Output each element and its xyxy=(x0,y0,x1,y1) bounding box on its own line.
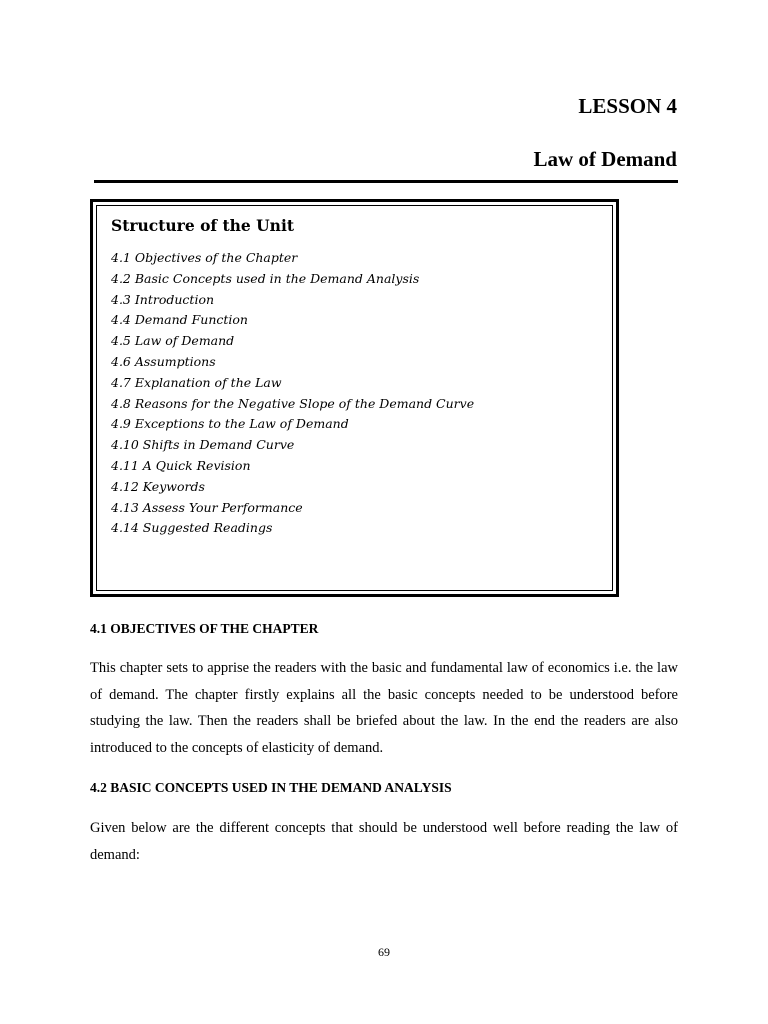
structure-item: 4.11 A Quick Revision xyxy=(111,457,251,473)
section-paragraph-basic-concepts: Given below are the different concepts that should be understood well before reading the law of demand: xyxy=(90,820,678,863)
lesson-title: Law of Demand xyxy=(533,147,677,171)
structure-item: 4.3 Introduction xyxy=(111,291,215,307)
structure-item: 4.1 Objectives of the Chapter xyxy=(111,250,298,265)
section-heading-basic-concepts: 4.2 BASIC CONCEPTS USED IN THE DEMAND ANALYSIS xyxy=(90,780,452,795)
lesson-number: LESSON 4 xyxy=(578,94,677,118)
structure-item: 4.4 Demand Function xyxy=(111,312,248,328)
section-paragraph-objectives: This chapter sets to apprise the readers with the basic and fundamental law of economics i.e. the law of demand. The chapter firstly explains all the basic concepts needed to be understood before studying the law. Then the readers shall be briefed about the law. In the end the readers are also introduced to the concepts of elasticity of demand. xyxy=(90,660,678,756)
title-divider xyxy=(94,180,678,183)
structure-item: 4.7 Explanation of the Law xyxy=(111,374,282,390)
structure-box xyxy=(90,199,619,597)
structure-item: 4.9 Exceptions to the Law of Demand xyxy=(111,416,349,432)
structure-item: 4.12 Keywords xyxy=(111,478,205,494)
structure-heading: Structure of the Unit xyxy=(111,216,295,235)
structure-item: 4.2 Basic Concepts used in the Demand Analysis xyxy=(111,270,420,286)
structure-item: 4.6 Assumptions xyxy=(111,353,216,369)
structure-item: 4.14 Suggested Readings xyxy=(111,520,273,536)
structure-item: 4.13 Assess Your Performance xyxy=(111,499,303,515)
structure-item: 4.8 Reasons for the Negative Slope of the Demand Curve xyxy=(111,395,475,411)
structure-list xyxy=(111,248,474,539)
structure-item: 4.5 Law of Demand xyxy=(111,333,235,349)
page-number: 69 xyxy=(378,945,390,959)
section-heading-objectives: 4.1 OBJECTIVES OF THE CHAPTER xyxy=(90,621,319,636)
structure-item: 4.10 Shifts in Demand Curve xyxy=(111,437,295,453)
